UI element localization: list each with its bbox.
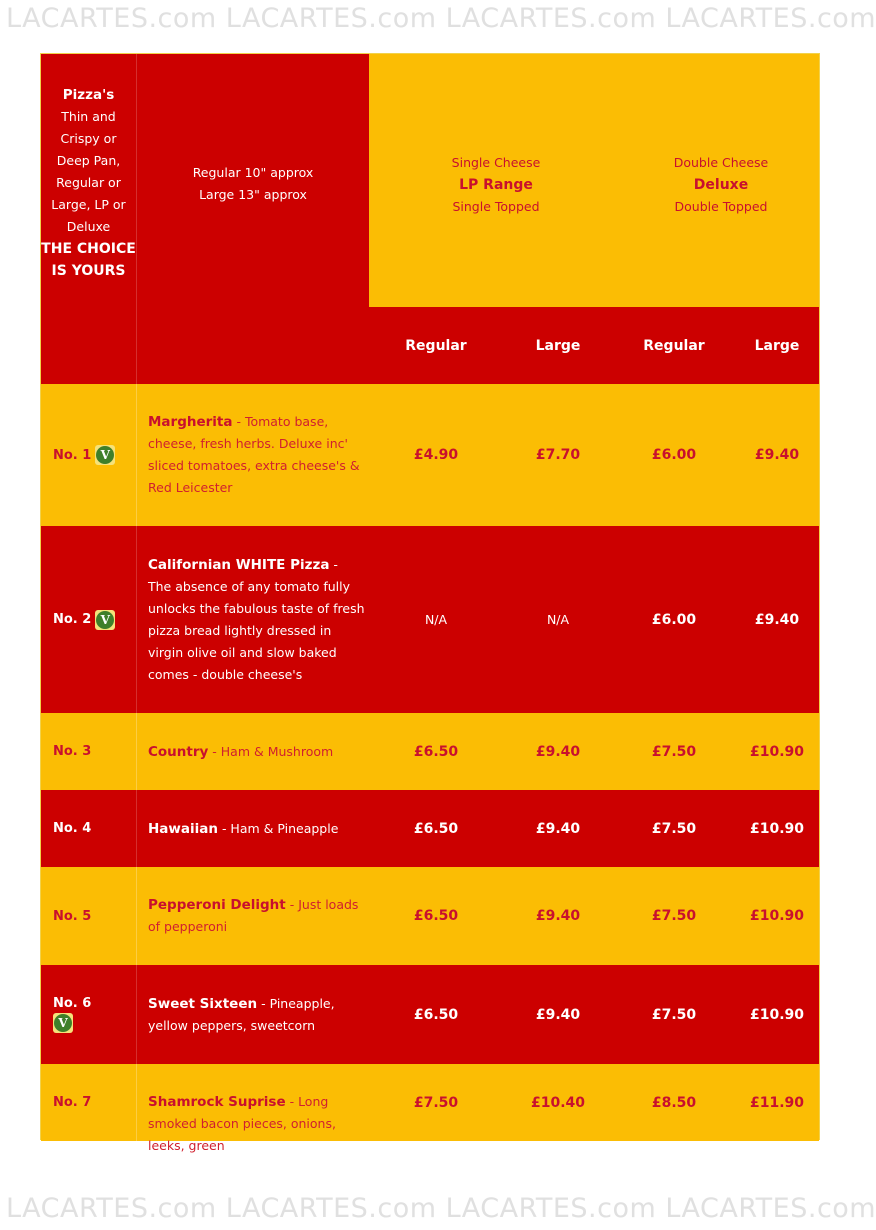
size-label: Large [535,337,581,354]
price: £9.40 [535,743,581,760]
price: £7.50 [651,1006,697,1023]
pizza-menu-table [40,53,820,1153]
price: £11.90 [749,1095,805,1111]
range-lp-header [369,54,623,307]
pizza-number: No. 3 [53,744,92,759]
pizza-number-text: No. 2 [53,612,92,627]
intro-line: Large, LP or [51,197,126,212]
range-bottom: Single Topped [452,199,540,214]
vegetarian-icon: V [53,1013,73,1033]
size-label: Regular [643,337,705,354]
pizza-name: Shamrock Suprise [148,1094,286,1110]
size-header-row [41,307,819,384]
empty-cell [136,307,369,384]
pizza-ingredients: - Pineapple, yellow peppers, sweetcorn [148,995,335,1033]
price: £9.40 [535,1006,581,1023]
range-deluxe-header [623,54,819,307]
intro-line: Crispy or [60,131,117,146]
pizza-number-text: No. 6 [53,996,92,1011]
price: £6.50 [413,743,459,760]
range-name: LP Range [459,177,533,193]
vegetarian-icon: V [95,610,115,630]
price: £10.90 [749,820,805,837]
range-top: Single Cheese [451,155,541,170]
intro-line: Deep Pan, [56,153,121,168]
pizza-description [136,384,369,526]
pizza-description [136,867,369,965]
price: £9.40 [535,820,581,837]
price: £7.50 [651,743,697,760]
size-label: Large [754,337,800,354]
price: £6.00 [651,447,697,463]
pizza-ingredients: - Just loads of pepperoni [148,897,359,934]
pizza-name: Country [148,743,209,760]
price: £9.40 [535,908,581,924]
price: £9.40 [754,447,800,463]
pizza-number: No. 7 [53,1095,92,1110]
price: £10.90 [749,743,805,760]
pizza-description [136,965,369,1064]
price: N/A [546,612,570,627]
intro-line: Thin and [61,109,116,124]
pizza-description [136,1064,369,1153]
pizza-ingredients: - Ham & Pineapple [217,820,339,836]
pizza-ingredients: - Long smoked bacon pieces, onions, leeks, green [148,1094,336,1153]
price: N/A [424,612,448,627]
pizza-description [136,526,369,713]
pizza-number [41,526,136,713]
pizza-name: Pepperoni Delight [148,897,286,913]
choice-line: THE CHOICE [41,241,136,257]
price: £7.50 [651,908,697,924]
price: £4.90 [413,447,459,463]
range-name: Deluxe [693,177,749,193]
intro-title: Pizza's [62,87,115,103]
price: £8.50 [651,1095,697,1111]
watermark-bottom: LACARTES.com LACARTES.com LACARTES.com LACARTES.com [6,1193,876,1224]
watermark-top: LACARTES.com LACARTES.com LACARTES.com LACARTES.com [6,3,876,34]
size-regular-info: Regular 10" approx [192,165,314,180]
pizza-number [41,965,136,1064]
price: £6.50 [413,1006,459,1023]
price: £7.50 [651,820,697,837]
pizza-row [41,384,819,526]
pizza-ingredients: - The absence of any tomato fully unlocks the fabulous taste of fresh pizza bread lightly dressed in virgin olive oil and slow baked comes - double cheese's [148,556,365,682]
pizza-row [41,1064,819,1153]
pizza-description [136,713,369,790]
intro-cell [41,54,136,307]
pizza-row [41,867,819,965]
price: £10.40 [530,1095,586,1111]
choice-line: IS YOURS [51,263,126,279]
pizza-description [136,790,369,867]
empty-cell [41,307,136,384]
price: £9.40 [754,611,800,628]
pizza-row [41,713,819,790]
pizza-number: No. 5 [53,908,92,924]
pizza-row [41,965,819,1064]
pizza-name: Sweet Sixteen [148,995,258,1012]
pizza-ingredients: - Tomato base, cheese, fresh herbs. Deluxe inc' sliced tomatoes, extra cheese's & Red Leicester [148,414,360,495]
range-top: Double Cheese [673,155,769,170]
pizza-name: Margherita [148,414,233,430]
sizes-info-cell [136,54,369,307]
pizza-number [41,384,136,526]
range-bottom: Double Topped [674,199,768,214]
vegetarian-icon: V [95,445,115,465]
price: £7.70 [535,447,581,463]
size-large-info: Large 13" approx [199,187,307,202]
pizza-number-text: No. 1 [53,447,92,463]
price: £6.50 [413,908,459,924]
price: £7.50 [413,1095,459,1111]
pizza-number: No. 4 [53,821,92,836]
pizza-ingredients: - Ham & Mushroom [208,743,334,759]
intro-line: Deluxe [66,219,111,234]
pizza-row [41,526,819,713]
price: £6.50 [413,820,459,837]
pizza-row [41,790,819,867]
pizza-name: Hawaiian [148,820,218,837]
price: £6.00 [651,611,697,628]
price: £10.90 [749,1006,805,1023]
intro-line: Regular or [56,175,121,190]
size-label: Regular [405,337,467,354]
pizza-name: Californian WHITE Pizza [148,556,330,573]
price: £10.90 [749,908,805,924]
